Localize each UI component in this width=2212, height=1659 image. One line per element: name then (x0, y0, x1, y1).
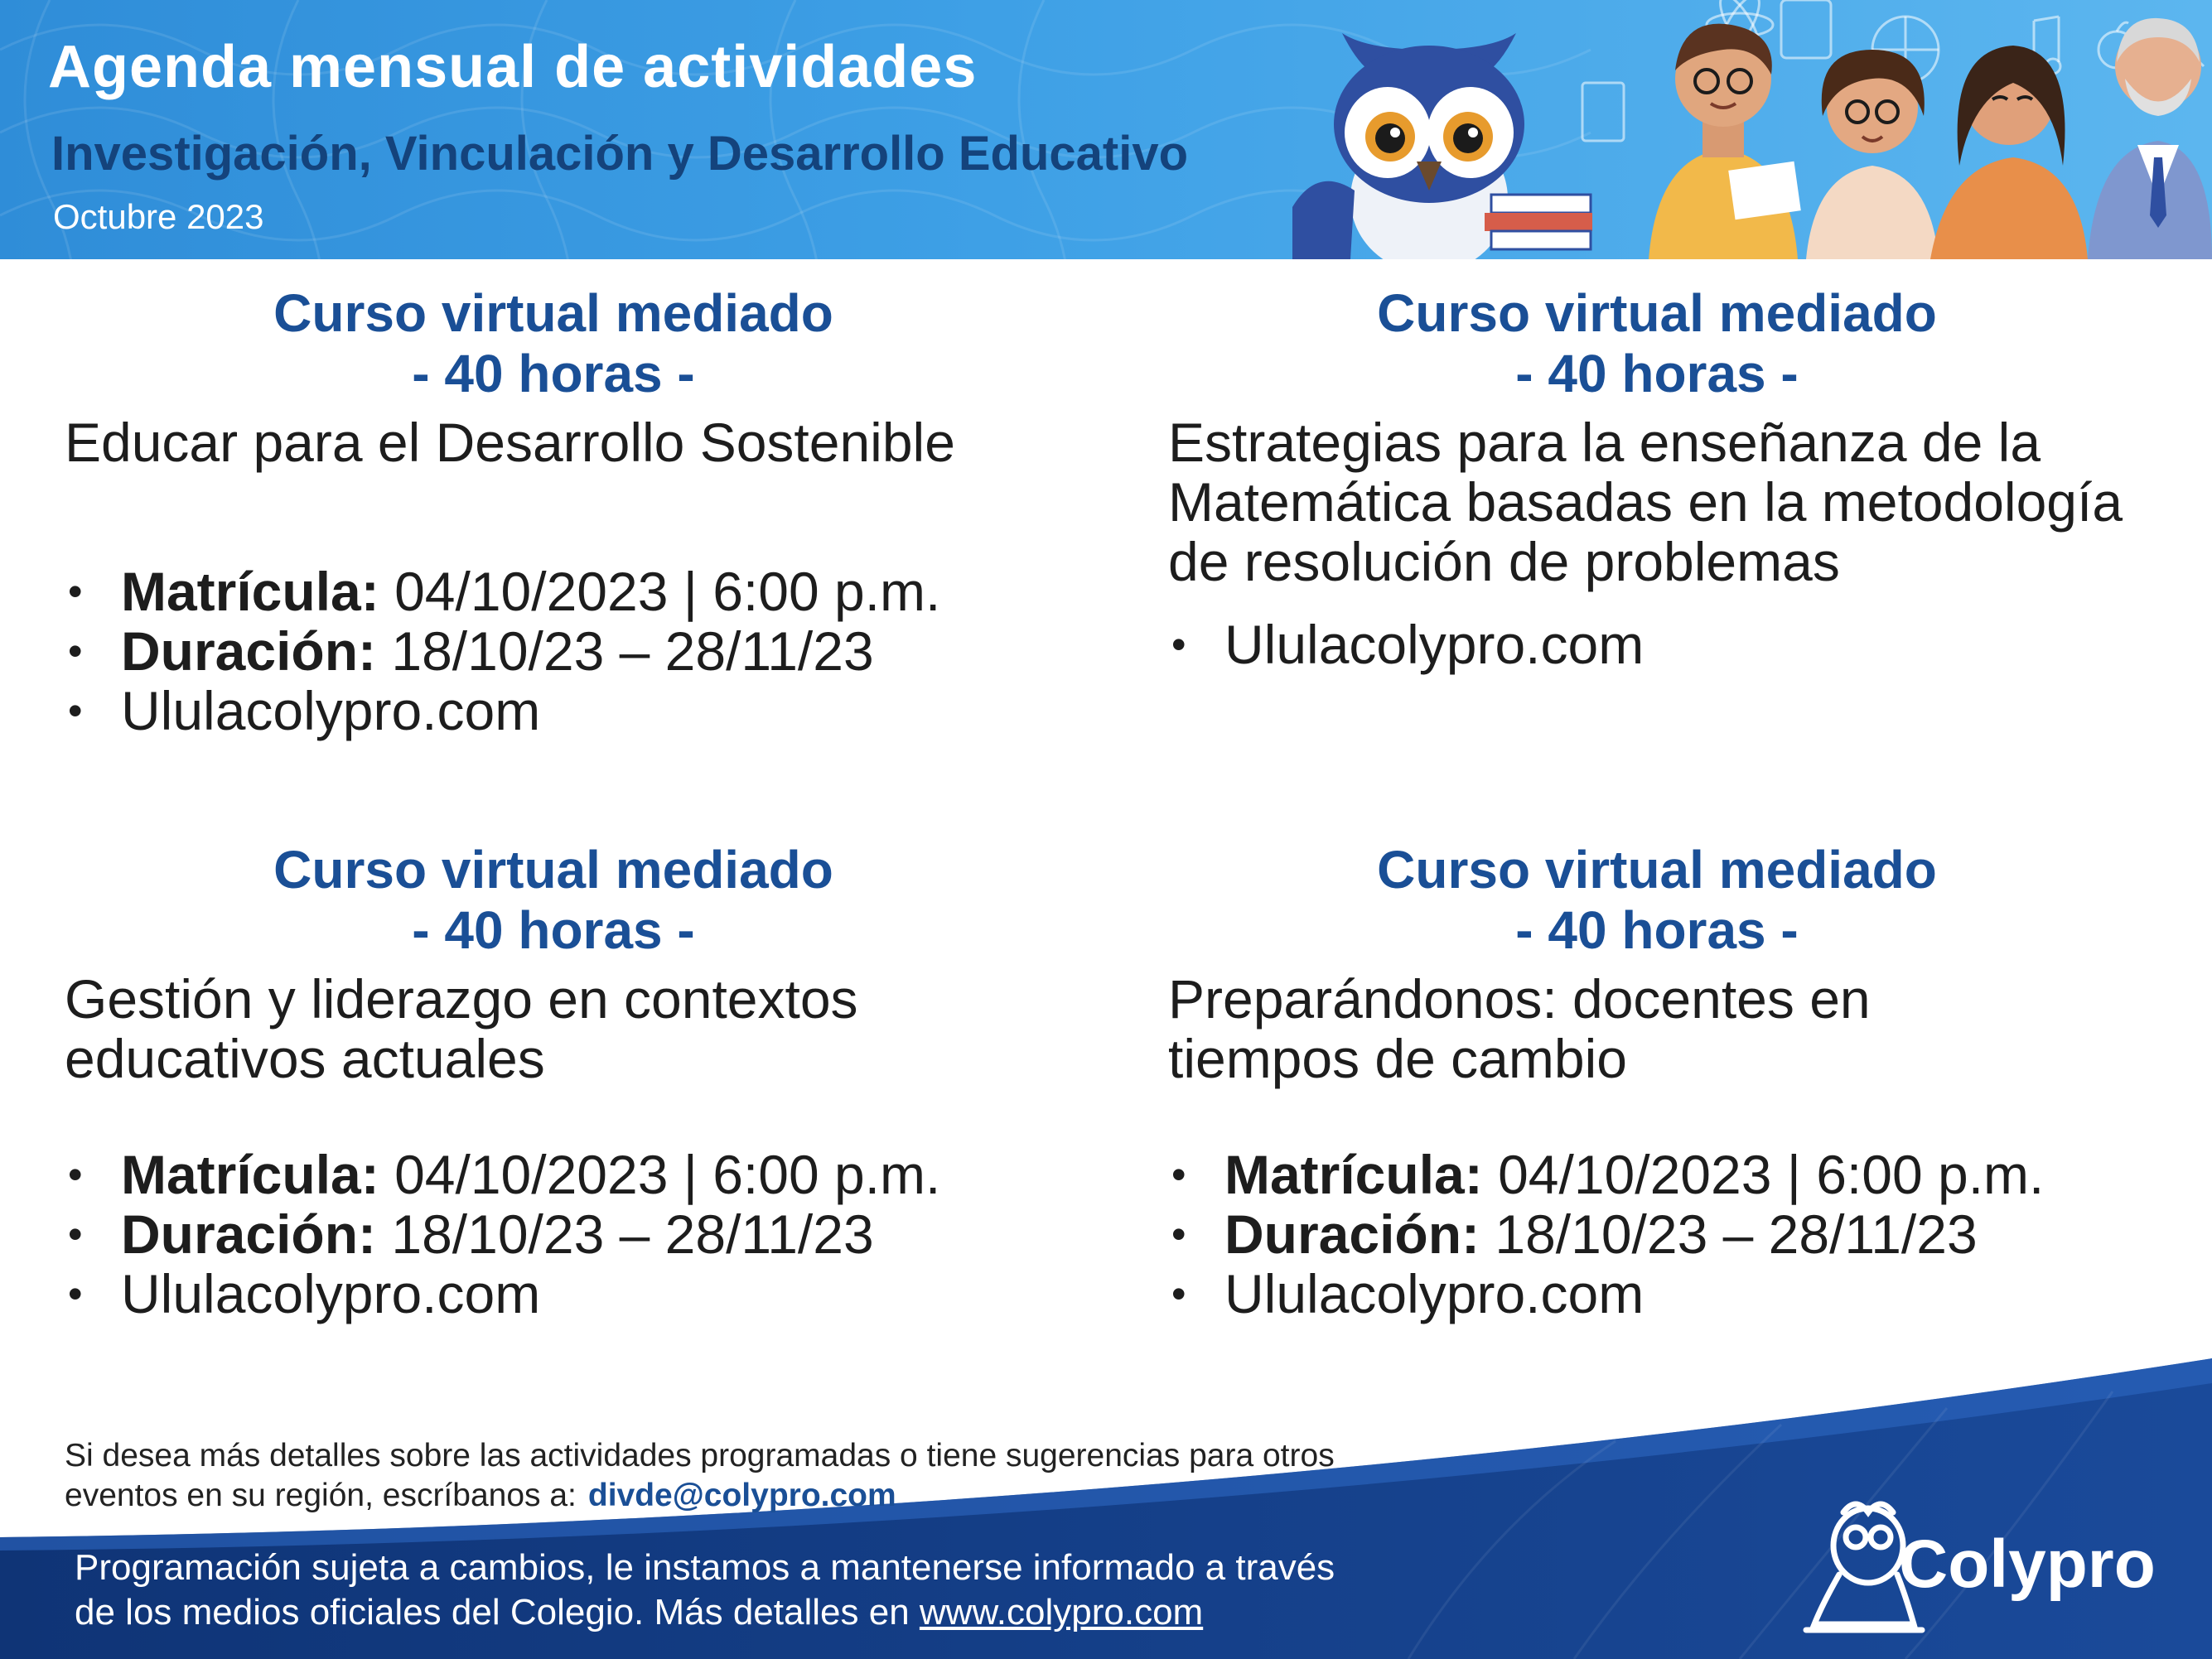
duration-item (65, 621, 1125, 681)
colypro-logo-text: Colypro (1899, 1526, 2156, 1602)
course-type-label: Curso virtual mediado (273, 840, 833, 899)
course-name: Gestión y liderazgo en contextos educativos actuales (65, 968, 858, 1089)
enrollment-item (65, 1145, 1125, 1204)
course-type (65, 840, 1042, 961)
site-item (65, 1264, 1125, 1324)
course-name: Educar para el Desarrollo Sostenible (65, 412, 955, 473)
duration-item (1168, 1204, 2212, 1264)
site-link[interactable]: Ululacolypro.com (1224, 1263, 1645, 1324)
course-details-list (65, 562, 1125, 740)
site-item (1168, 615, 2212, 674)
site-item (65, 681, 1125, 740)
duration-value: 18/10/23 – 28/11/23 (376, 1203, 874, 1265)
course-type-label: Curso virtual mediado (1377, 840, 1937, 899)
enrollment-label: Matrícula: (1224, 1144, 1483, 1205)
disclaimer-line-2 (75, 1590, 1566, 1635)
course-name: Estrategias para la enseñanza de la Matemática basadas en la metodología de resolución de problemas (1168, 412, 2123, 592)
course-type-label: Curso virtual mediado (273, 283, 833, 343)
site-link[interactable]: Ululacolypro.com (121, 680, 541, 741)
course-details-list (1168, 1145, 2212, 1324)
enrollment-value: 04/10/2023 | 6:00 p.m. (379, 561, 941, 622)
teacher-figure-3-icon (1930, 46, 2088, 259)
page-subtitle: Investigación, Vinculación y Desarrollo Educativo (51, 127, 1189, 181)
teacher-figure-4-icon (2088, 18, 2212, 259)
duration-value: 18/10/23 – 28/11/23 (1480, 1203, 1978, 1265)
course-details-list (1168, 615, 2212, 674)
site-link[interactable]: Ululacolypro.com (1224, 614, 1645, 675)
contact-line-2 (65, 1476, 1556, 1516)
duration-label: Duración: (121, 1203, 377, 1265)
enrollment-value: 04/10/2023 | 6:00 p.m. (379, 1144, 941, 1205)
course-hours-label: - 40 horas - (412, 900, 695, 960)
site-link[interactable]: Ululacolypro.com (121, 1263, 541, 1324)
course-hours-label: - 40 horas - (412, 344, 695, 403)
course-card-3 (65, 840, 1125, 1324)
enrollment-value: 04/10/2023 | 6:00 p.m. (1482, 1144, 2045, 1205)
course-type (65, 283, 1042, 404)
course-name: Preparándonos: docentes en tiempos de cambio (1168, 968, 1871, 1089)
site-item (1168, 1264, 2212, 1324)
course-type-label: Curso virtual mediado (1377, 283, 1937, 343)
course-card-4 (1168, 840, 2212, 1324)
page-title: Agenda mensual de actividades (48, 34, 978, 100)
enrollment-item (65, 562, 1125, 621)
course-card-2 (1168, 283, 2212, 674)
disclaimer-note (75, 1546, 1566, 1635)
page-date: Octubre 2023 (53, 197, 264, 236)
course-details-list (65, 1145, 1125, 1324)
duration-value: 18/10/23 – 28/11/23 (376, 620, 874, 682)
course-hours-label: - 40 horas - (1515, 344, 1799, 403)
contact-line-1: Si desea más detalles sobre las actividades programadas o tiene sugerencias para otros (65, 1438, 1335, 1473)
disclaimer-line-1: Programación sujeta a cambios, le instamos a mantenerse informado a través (75, 1547, 1335, 1588)
disclaimer-line-2-text: de los medios oficiales del Colegio. Más detalles en (75, 1592, 920, 1632)
contact-email-link[interactable]: divde@colypro.com (587, 1478, 896, 1513)
enrollment-item (1168, 1145, 2212, 1204)
duration-label: Duración: (1224, 1203, 1480, 1265)
enrollment-label: Matrícula: (121, 561, 379, 622)
teacher-figure-1-icon (1649, 24, 1801, 259)
course-hours-label: - 40 horas - (1515, 900, 1799, 960)
enrollment-label: Matrícula: (121, 1144, 379, 1205)
duration-item (65, 1204, 1125, 1264)
owl-mascot-icon (1292, 33, 1592, 259)
website-link[interactable]: www.colypro.com (919, 1592, 1204, 1632)
course-type (1168, 283, 2146, 404)
header-illustration (1292, 0, 2212, 259)
course-card-1 (65, 283, 1125, 740)
course-type (1168, 840, 2146, 961)
teacher-figure-2-icon (1806, 50, 1939, 259)
duration-label: Duración: (121, 620, 377, 682)
contact-line-2-text: eventos en su región, escríbanos a: (65, 1478, 577, 1513)
contact-note (65, 1436, 1556, 1516)
header-banner (0, 0, 2212, 259)
